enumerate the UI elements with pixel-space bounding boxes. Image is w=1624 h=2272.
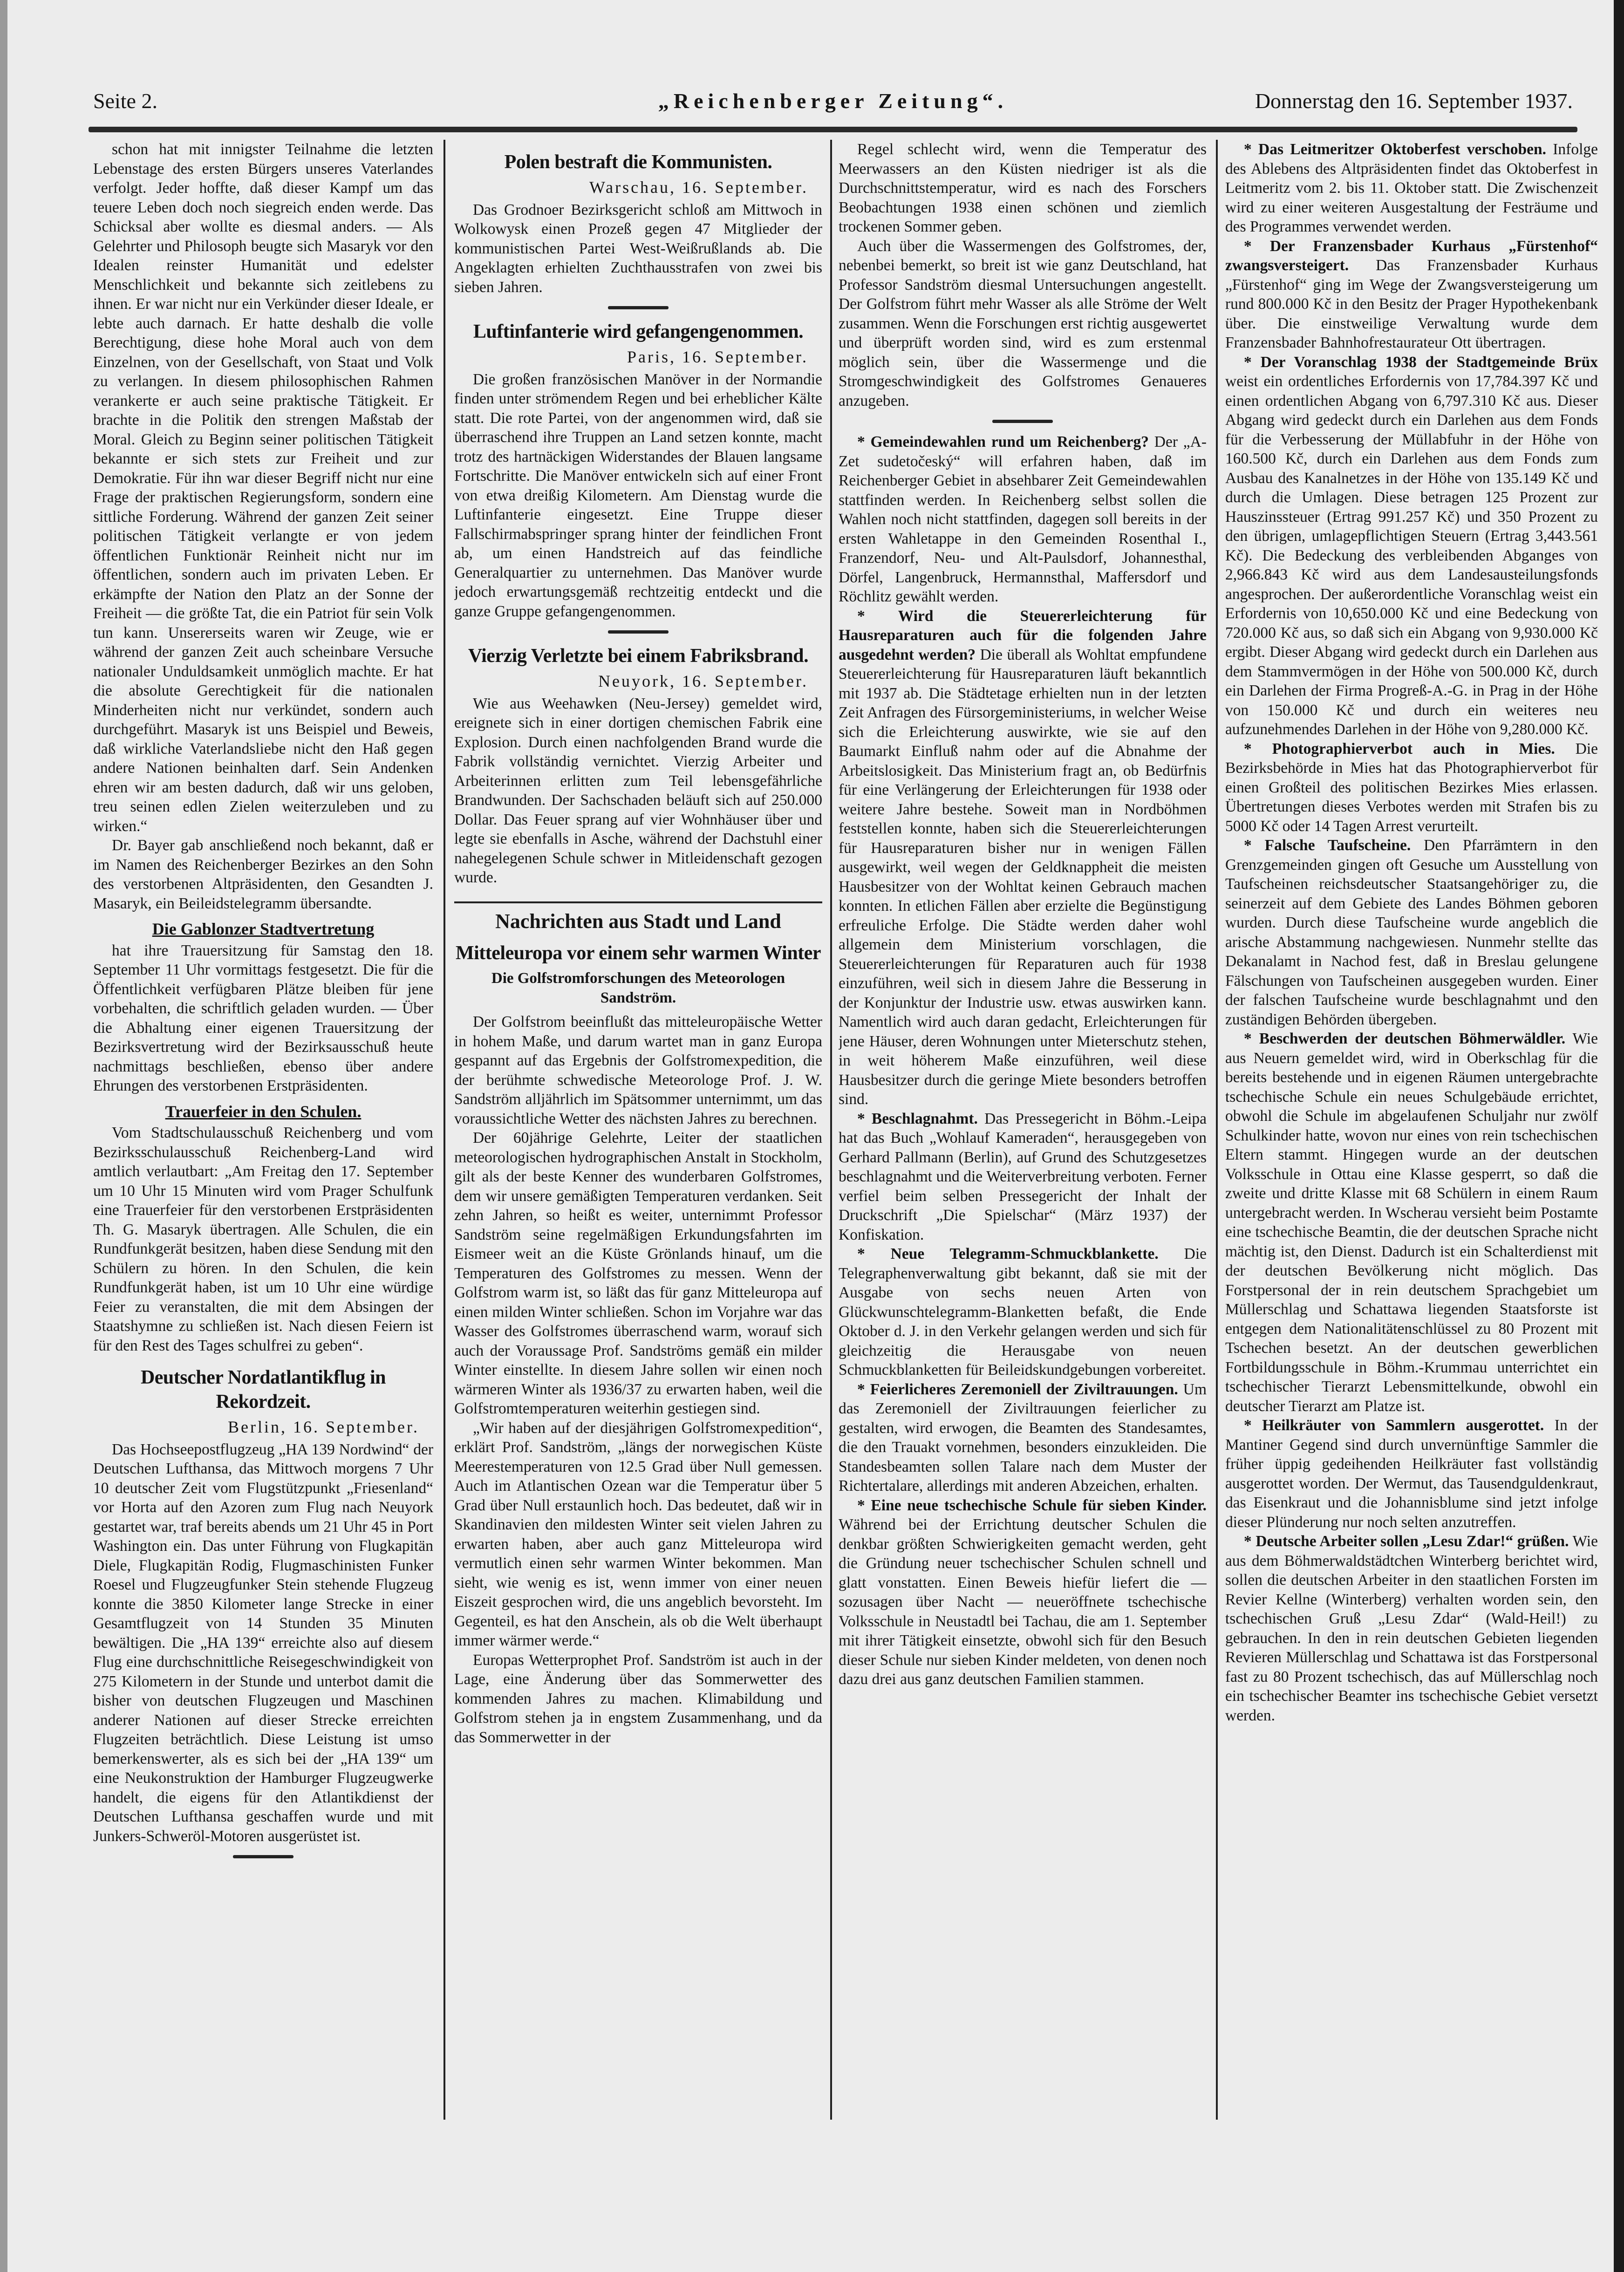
separator-rule xyxy=(608,630,669,634)
news-item-text: Den Pfarrämtern in den Grenzgemeinden gingen oft Gesuche um Ausstellung von Taufscheinen reichsdeutscher Staatsangehöriger zu, die seinerzeit auf dem Gebiete des Landes Böhmen geboren wurden. Durch diese Taufscheine wurde angeblich die arische Abstammung nachgewiesen. Nunmehr stellte das Dekanalamt in Nachod fest, daß in Breslau gelungene Fälschungen von Taufscheinen ausgegeben wurden. Einer der falschen Taufscheine wurde beschlagnahmt und den zuständigen Behörden übergeben. xyxy=(1225,837,1598,1028)
news-item-text: Um das Zeremoniell der Ziviltrauungen feierlicher zu gestalten, wird erwogen, die Beamten des Standesamtes, die den Trauakt vornehmen, besonders einzukleiden. Die Standesbeamten sollen Talare nach dem Muster der Richtertalare, allerdings mit anderen Abzeichen, erhalten. xyxy=(839,1380,1207,1494)
news-item xyxy=(839,1109,1207,1245)
article-paragraph: Auch über die Wassermengen des Golfstromes, der, nebenbei bemerkt, so breit ist wie ganz Deutschland, hat Professor Sandström diesmal Untersuchungen angestellt. Der Golfstrom führt mehr Wasser als alle Ströme der Welt zusammen. Wenn die Forschungen erst richtig ausgewertet und überprüft worden sind, wird es zum erstenmal möglich sein, über die Wassermenge und die Stromgeschwindigkeit des Golfstromes Genaueres anzugeben. xyxy=(839,237,1207,409)
newspaper-title: „Reichenberger Zeitung“. xyxy=(658,89,1008,113)
news-item-lead: * Wird die Steuererleichterung für Hausreparaturen auch für die folgenden Jahre ausgedehnt werden? xyxy=(839,607,1207,663)
article-subtitle: Die Golfstromforschungen des Meteorologen Sandström. xyxy=(491,970,785,1006)
news-item xyxy=(1225,1416,1598,1532)
news-item-text: Die Telegraphenverwaltung gibt bekannt, daß sie mit der Ausgabe von sechs neuen Arten von Glückwunschtelegramm-Blanketten befaßt, die Ende Oktober d. J. in den Verkehr gelangen werden und sich für gleichzeitig die Herausgabe von neuen Schmuckblanketten für Beileidskundgebungen vorbereitet. xyxy=(839,1245,1207,1378)
article-headline: Luftinfanterie wird gefangengenommen. xyxy=(473,321,804,342)
news-item xyxy=(1225,1532,1598,1725)
article-headline: Vierzig Verletzte bei einem Fabriksbrand. xyxy=(468,645,809,667)
news-item xyxy=(1225,1029,1598,1416)
article-paragraph: Vom Stadtschulausschuß Reichenberg und vom Bezirksschulausschuß Reichenberg-Land wird amtlich verlautbart: „Am Freitag den 17. September um 10 Uhr 15 Minuten wird vom Prager Schulfunk eine Trauerfeier für den verstorbenen Erstpräsidenten Th. G. Masaryk übertragen. Alle Schulen, die ein Rundfunkgerät besitzen, haben diese Sendung mit den Schülern zu hören. In den Schulen, die kein Rundfunkgerät haben, ist um 10 Uhr eine würdige Feier zu veranstalten, die mit dem Absingen der Staatshymne zu schließen ist. Nach diesen Feiern ist für den Rest des Tages schulfrei zu geben“. xyxy=(93,1124,433,1354)
news-item-text: Wie aus dem Böhmerwaldstädtchen Winterberg berichtet wird, sollen die deutschen Arbeiter in den staatlichen Forsten im Revier Kellne (Winterberg) verhalten worden sein, den tschechischen Gruß „Lesu Zdar“ (Wald-Heil!) zu gebrauchen. In den in rein deutschen Gebieten liegenden Revieren Müllerschlag und Schattawa ist das Forstpersonal fast zu 80 Prozent tschechisch, das auf Müllerschlag noch ein tschechischer Beamter ins tschechische Gebiet versetzt werden. xyxy=(1225,1533,1598,1724)
article-paragraph: Das Hochseepostflugzeug „HA 139 Nordwind“ der Deutschen Lufthansa, das Mittwoch morgens 7 Uhr 10 deutscher Zeit vom Flugstützpunkt „Friesenland“ vor Horta auf den Azoren zum Flug nach Neuyork gestartet war, traf bereits abends um 21 Uhr 45 in Port Washington ein. Das unter Führung von Flugkapitän Diele, Flugkapitän Rodig, Flugmaschinisten Funker Roesel und Flugzeugfunker Stein stehende Flugzeug konnte die 3850 Kilometer lange Strecke in einer Gesamtflugzeit von 14 Stunden 35 Minuten bewältigen. Die „HA 139“ erreichte also auf diesem Flug eine durchschnittliche Reisegeschwindigkeit von 275 Kilometern in der Stunde und unterbot damit die bisher von deutschen Flugzeugen und Maschinen anderer Nationen auf dieser Strecke erreichten Flugzeiten beträchtlich. Diese Leistung ist umso bemerkenswerter, als es sich bei der „HA 139“ um eine Neukonstruktion der Hamburger Flugzeugwerke handelt, die eigens für den Atlantikdienst der Deutschen Lufthansa geschaffen wurde und mit Junkers-Schweröl-Motoren ausgerüstet ist. xyxy=(93,1440,433,1845)
news-item-lead: * Der Franzensbader Kurhaus „Fürstenhof“ zwangsversteigert. xyxy=(1225,237,1598,274)
article-paragraph: Das Grodnoer Bezirksgericht schloß am Mittwoch in Wolkowysk einen Prozeß gegen 47 Mitglieder der kommunistischen Partei West-Weißrußlands ab. Die Angeklagten erhielten Zuchthausstrafen von zwei bis sieben Jahren. xyxy=(454,201,822,296)
dateline: Paris, 16. September. xyxy=(627,348,808,366)
news-item-lead: * Deutsche Arbeiter sollen „Lesu Zdar!“ grüßen. xyxy=(1244,1533,1569,1550)
column-divider xyxy=(830,140,832,2120)
news-item-lead: * Beschlagnahmt. xyxy=(857,1110,978,1127)
dateline: Berlin, 16. September. xyxy=(228,1418,419,1436)
scan-edge-right xyxy=(1614,0,1624,2272)
separator-rule xyxy=(608,306,669,309)
news-item-lead: * Falsche Taufscheine. xyxy=(1244,837,1411,854)
news-item-text: Infolge des Ablebens des Altpräsidenten findet das Oktoberfest in Leitmeritz vom 2. bis 11. Oktober statt. Die Zwischenzeit wird zu einer weiteren Ausgestaltung der Festräume und des Programmes verwendet werden. xyxy=(1225,141,1598,235)
news-item xyxy=(839,1496,1207,1689)
news-item-text: Die überall als Wohltat empfundene Steuererleichterung für Hausreparaturen läuft bekanntlich mit 1937 ab. Die Städtetage erhielten nun in der letzten Zeit Anfragen des Fürsorgeministeriums, in welcher Weise sich die Erleichterung auswirkte, wie sie auf den Baumarkt Einfluß nahm oder auf die Abnahme der Arbeitslosigkeit. Das Ministerium fragt an, ob Bedürfnis für eine Verlängerung der Erleichterungen für 1938 oder weitere Jahre bestehe. Soweit man in Nordböhmen feststellen konnte, haben sich die Steuererleichterungen für Hausreparaturen bisher nur in wenigen Fällen ausgewirkt, weil wegen der Geldknappheit die meisten Hausbesitzer von der Wohltat keinen Gebrauch machen konnten. In etlichen Fällen aber erzielte die Begünstigung erfreuliche Erfolge. Die Städte werden daher wohl allgemein dem Ministerium vorschlagen, die Steuererleichterungen für Reparaturen auch für 1938 einzuführen, weil sich in diesem Jahre die Besserung in der Konjunktur der Industrie usw. etwas auswirken kann. Namentlich wird auch daran gedacht, Erleichterungen für jene Häuser, deren Wohnungen unter Mieterschutz stehen, in weit höherem Maße einzuführen, weil diese Hausbesitzer durch die geringe Miete besonders betroffen sind. xyxy=(839,646,1207,1108)
news-item-text: Der „A-Zet sudetočeský“ will erfahren haben, daß im Reichenberger Gebiet in absehbarer Zeit Gemeindewahlen stattfinden werden. In Reichenberg selbst sollen die Wahlen noch nicht stattfinden, dagegen soll bereits in der ersten Wahletappe in den Gemeinden Rosenthal I., Franzendorf, Neu- und Alt-Paulsdorf, Johannesthal, Dörfel, Langenbruck, Hermannsthal, Maffersdorf und Röchlitz gewählt werden. xyxy=(839,433,1207,605)
dateline: Neuyork, 16. September. xyxy=(598,672,808,690)
article-subheadline: Die Gablonzer Stadtvertretung xyxy=(152,920,375,938)
dateline: Warschau, 16. September. xyxy=(589,178,808,197)
column-divider xyxy=(1216,140,1218,2120)
news-item-text: Das Franzensbader Kurhaus „Fürstenhof“ ging im Wege der Zwangsversteigerung um rund 800.000 Kč in den Besitz der Prager Hypothekenbank über. Die einstweilige Verwaltung wurde dem Franzensbader Bahnhofrestaurateur Ott übertragen. xyxy=(1225,257,1598,351)
article-paragraph: „Wir haben auf der diesjährigen Golfstromexpedition“, erklärt Prof. Sandström, „längs der norwegischen Küste Meerestemperaturen von 12.5 Grad über Null gemessen. Auch im Atlantischen Ozean war die Temperatur über 5 Grad über Null erstaunlich hoch. Das bedeutet, daß wir in Skandinavien den mildesten Winter seit vielen Jahren zu erwarten haben, aber auch ganz Mitteleuropa wird vermutlich einen sehr warmen Winter bekommen. Man sieht, wie wenig es ist, wenn immer von einer neuen Eiszeit gesprochen wird, die uns angeblich bevorsteht. Im Gegenteil, es hat den Anschein, als ob die Welt überhaupt immer wärmer werde.“ xyxy=(454,1419,822,1649)
news-item-lead: * Neue Telegramm-Schmuckblankette. xyxy=(857,1245,1159,1262)
separator-rule xyxy=(992,420,1053,423)
masthead xyxy=(93,89,1573,121)
news-item-text: Während bei der Errichtung deutscher Schulen die denkbar größten Schwierigkeiten gemacht werden, geht die Gründung neuer tschechischer Schulen schnell und glatt vonstatten. Einen Beweis hiefür liefert die — sozusagen über Nacht — neueröffnete tschechische Volksschule in Neustadtl bei Tachau, die am 1. September mit ihrer Tätigkeit einsetzte, obwohl sich für den Besuch dieser Schule nur sieben Kinder meldeten, von denen noch dazu drei aus ganz deutschen Familien stammen. xyxy=(839,1516,1207,1688)
article-paragraph: Dr. Bayer gab anschließend noch bekannt, daß er im Namen des Reichenberger Bezirkes an den Sohn des verstorbenen Altpräsidenten, den Gesandten J. Masaryk, ein Beileidstelegramm übersandte. xyxy=(93,837,433,912)
news-item xyxy=(1225,353,1598,739)
news-item-lead: * Gemeindewahlen rund um Reichenberg? xyxy=(857,433,1149,450)
page-number: Seite 2. xyxy=(93,89,157,113)
article-paragraph: Regel schlecht wird, wenn die Temperatur des Meerwassers an den Küsten niedriger ist als die Durchschnittstemperatur, wird es nach des Forschers Beobachtungen 1938 einen schönen und ziemlich trockenen Sommer geben. xyxy=(839,141,1207,235)
news-item-text: Die Bezirksbehörde in Mies hat das Photographierverbot für einen Großteil des politischen Bezirkes Mies erlassen. Übertretungen dieses Verbotes werden mit Strafen bis zu 5000 Kč oder 14 Tagen Arrest verurteilt. xyxy=(1225,740,1598,835)
news-item xyxy=(839,1244,1207,1380)
news-item xyxy=(1225,140,1598,237)
news-item xyxy=(839,607,1207,1109)
column-2 xyxy=(454,140,822,2120)
article-paragraph: schon hat mit innigster Teilnahme die letzten Lebenstage des ersten Bürgers unseres Vaterlandes verfolgt. Jeder hoffte, daß dieser Kampf um das teuere Leben doch noch siegreich enden werde. Das Schicksal aber wollte es diesmal anders. — Als Gelehrter und Philosoph beugte sich Masaryk vor den Idealen reinster Humanität und edelster Menschlichkeit und bekannte sich zeitlebens zu ihnen. Er war nicht nur ein Verkünder dieser Ideale, er lebte auch darnach. Er hatte deshalb die volle Berechtigung, diese hohe Moral auch von dem Einzelnen, von der Gesellschaft, von Staat und Volk zu verlangen. In diesem philosophischen Rahmen verankerte er auch seine praktische Tätigkeit. Er brachte in die Politik den strengen Maßstab der Moral. Gleich zu Beginn seiner politischen Tätigkeit bekannte er sich stets zur Freiheit und zur Demokratie. Für ihn war dieser Begriff nicht nur eine Frage der praktischen Regierungsform, sondern eine sittliche Forderung. Während der ganzen Zeit seiner politischen Tätigkeit verlangte er von jedem öffentlichen Funktionär Reinheit nicht nur im öffentlichen, sondern auch im privaten Leben. Er erkämpfte der Nation den Platz an der Sonne der Freiheit — die größte Tat, die ein Patriot für sein Volk tun kann. Unsererseits waren wir Zeuge, wie er während der ganzen Zeit auch scheinbare Versuche nationaler Unduldsamkeit unmöglich machte. Er hat die absolute Gerechtigkeit für die nationalen Minderheiten nicht nur verkündet, sondern auch durchgeführt. Masaryk ist uns Beispiel und Beweis, daß wirkliche Vaterlandsliebe nicht den Haß gegen andere Nationen beinhalten darf. Sein Andenken ehren wir am besten dadurch, daß wir uns geloben, treu seinen edlen Zielen weiterzuleben und zu wirken.“ xyxy=(93,141,433,835)
news-item-lead: * Der Voranschlag 1938 der Stadtgemeinde Brüx xyxy=(1244,353,1598,371)
column-1 xyxy=(93,140,433,2120)
news-item-text: Das Pressegericht in Böhm.-Leipa hat das Buch „Wohlauf Kameraden“, herausgegeben von Gerhard Pallmann (Berlin), auf Grund des Schutzgesetzes beschlagnahmt und die Weiterverbreitung verboten. Ferner verfiel beim selben Pressegericht der Inhalt der Druckschrift „Die Spielschar“ (März 1937) der Konfiskation. xyxy=(839,1110,1207,1243)
scan-edge-left xyxy=(0,0,7,2272)
news-item-text: In der Mantiner Gegend sind durch unvernünftige Sammler die früher üppig gedeihenden Heilkräuter fast vollständig ausgerottet worden. Der Wermut, das Tausendguldenkraut, das Eisenkraut und die Johannisblume sind jetzt infolge dieser Plünderung nur noch selten anzutreffen. xyxy=(1225,1417,1598,1531)
article-headline: Deutscher Nordatlantikflug in Rekordzeit. xyxy=(140,1367,386,1412)
news-item-lead: * Photographierverbot auch in Mies. xyxy=(1244,740,1555,757)
article-headline: Mitteleuropa vor einem sehr warmen Winter xyxy=(456,942,821,964)
news-item-lead: * Feierlicheres Zeremoniell der Ziviltrauungen. xyxy=(857,1380,1178,1398)
article-paragraph: Die großen französischen Manöver in der Normandie finden unter strömendem Regen und bei erheblicher Kälte statt. Die rote Partei, von der angenommen wird, daß sie überraschend ihre Truppen an Land setzen konnte, macht trotz des hartnäckigen Widerstandes der Blauen langsame Fortschritte. Die Manöver entwickeln sich auf einer Front von etwa dreißig Kilometern. Am Dienstag wurde die Luftinfanterie eingesetzt. Eine Truppe dieser Fallschirmabspringer sprang hinter der feindlichen Front ab, um einen Handstreich auf das feindliche Generalquartier zu unternehmen. Das Manöver wurde jedoch erwartungsgemäß rechtzeitig entdeckt und die ganze Gruppe gefangengenommen. xyxy=(454,370,822,620)
news-item-lead: * Eine neue tschechische Schule für sieben Kinder. xyxy=(857,1496,1207,1514)
article-paragraph: Der Golfstrom beeinflußt das mitteleuropäische Wetter in hohem Maße, und darum wartet man in ganz Europa gespannt auf das Ergebnis der Golfstromexpedition, die der berühmte schwedische Meteorologe Prof. J. W. Sandström alljährlich im Spätsommer unternimmt, um das voraussichtliche Wetter des nächsten Jahres zu berechnen. xyxy=(454,1013,822,1127)
article-paragraph: Europas Wetterprophet Prof. Sandström ist auch in der Lage, eine Änderung über das Sommerwetter des kommenden Jahres zu machen. Klimabildung und Golfstrom stehen ja in engstem Zusammenhang, und da das Sommerwetter in der xyxy=(454,1651,822,1746)
article-subheadline: Trauerfeier in den Schulen. xyxy=(165,1102,362,1121)
masthead-rule xyxy=(89,127,1577,132)
section-heading: Nachrichten aus Stadt und Land xyxy=(454,901,822,931)
news-item-lead: * Heilkräuter von Sammlern ausgerottet. xyxy=(1244,1417,1544,1434)
column-4 xyxy=(1225,140,1598,2120)
news-item xyxy=(1225,836,1598,1029)
article-paragraph: hat ihre Trauersitzung für Samstag den 18. September 11 Uhr vormittags festgesetzt. Die für die Öffentlichkeit verfügbaren Plätze bleiben für jene vorbehalten, die schriftlich geladen wurden. — Über die Abhaltung einer eigenen Trauersitzung der Bezirksvertretung wird der Bezirksausschuß heute nachmittags beschließen, ebenso über andere Ehrungen des verstorbenen Erstpräsidenten. xyxy=(93,942,433,1094)
news-item xyxy=(839,432,1207,607)
news-item-lead: * Das Leitmeritzer Oktoberfest verschoben. xyxy=(1244,141,1546,158)
issue-date: Donnerstag den 16. September 1937. xyxy=(1255,89,1573,113)
article-headline: Polen bestraft die Kommunisten. xyxy=(504,151,772,173)
column-3 xyxy=(839,140,1207,2120)
separator-rule xyxy=(233,1855,293,1858)
news-item-text: Wie aus Neuern gemeldet wird, wird in Oberkschlag für die bereits bestehende und in eigenen Räumen untergebrachte tschechische Schule ein neues Schulgebäude errichtet, obwohl die Schule im abgelaufenen Schuljahr nur zwölf Schulkinder hatte, wovon nur eines von rein tschechischen Eltern stammt. Hingegen wurde an der deutschen Volksschule in Ottau eine Klasse gesperrt, so daß die zweite und dritte Klasse mit 68 Schülern in einem Raum untergebracht werden. In Wscherau versieht beim Postamte eine tschechische Beamtin, die der deutschen Sprache nicht mächtig ist, den Dienst. Dadurch ist ein Schalterdienst mit der deutschen Bevölkerung nicht möglich. Das Forstpersonal der in rein deutschem Sprachgebiet um Müllerschlag und Schattawa liegenden Staatsforste ist entgegen dem Nationalitätenschlüssel zu 80 Prozent mit Tschechen besetzt. An der deutschen gewerblichen Fortbildungsschule in Böhm.-Krummau unterrichtet ein tschechischer Tierarzt Lebensmittelkunde, obwohl ein deutscher Tierarzt am Platze ist. xyxy=(1225,1030,1598,1415)
news-item-text: weist ein ordentliches Erfordernis von 17,784.397 Kč und einen ordentlichen Abgang von 6,797.310 Kč aus. Dieser Abgang wird gedeckt durch ein Darlehen aus dem Fonds für die Verbesserung der Müllabfuhr in der Höhe von 160.500 Kč, durch ein Darlehen aus dem Fonds zum Ausbau des Kanalnetzes in der Höhe von 135.149 Kč und durch die Umlagen. Diese betragen 125 Prozent zur Hauszinssteuer (Ertrag 991.257 Kč) und 350 Prozent zu den übrigen, umlagepflichtigen Steuern (Ertrag 3,443.561 Kč). Die Bedeckung des verbleibenden Abganges von 2,966.843 Kč wird aus dem Landesausteilungsfonds angesprochen. Der außerordentliche Voranschlag weist ein Erfordernis von 10,650.000 Kč und eine Bedeckung von 720.000 Kč aus, so daß sich ein Abgang von 9,930.000 Kč ergibt. Dieser Abgang wird gedeckt durch ein Darlehen aus dem Stammvermögen in der Höhe von 500.000 Kč, durch ein Darlehen der Firma Progreß-A.-G. in Prag in der Höhe von 150.000 Kč und durch ein weiteres neu aufzunehmendes Darlehen in der Höhe von 9,280.000 Kč. xyxy=(1225,373,1598,738)
news-item xyxy=(1225,237,1598,353)
news-item-lead: * Beschwerden der deutschen Böhmerwäldler. xyxy=(1244,1030,1566,1047)
news-item xyxy=(1225,739,1598,836)
column-divider xyxy=(444,140,445,2120)
article-paragraph: Wie aus Weehawken (Neu-Jersey) gemeldet wird, ereignete sich in einer dortigen chemischen Fabrik eine Explosion. Durch einen nachfolgenden Brand wurde die Fabrik vollständig vernichtet. Vierzig Arbeiter und Arbeiterinnen erlitten zum Teil lebensgefährliche Brandwunden. Der Sachschaden beläuft sich auf 250.000 Dollar. Das Feuer sprang auf vier Wohnhäuser über und legte sie ebenfalls in Asche, während der Dachstuhl einer nahegelegenen Schule schwer in Mitleidenschaft gezogen wurde. xyxy=(454,695,822,886)
article-paragraph: Der 60jährige Gelehrte, Leiter der staatlichen meteorologischen hydrographischen Anstalt in Stockholm, gilt als der beste Kenner des wunderbaren Golfstromes, dem wir unsere gemäßigten Temperaturen verdanken. Seit zehn Jahren, so heißt es weiter, unternimmt Professor Sandström seine regelmäßigen Erkundungsfahrten im Eismeer weit an die Küste Grönlands hinauf, um die Temperaturen des Golfstromes zu messen. Wenn der Golfstrom warm ist, so läßt das für ganz Mitteleuropa auf einen milden Winter schließen. Schon im Vorjahre war das Wasser des Golfstromes überraschend warm, worauf sich auch der Voraussage Prof. Sandströms gemäß ein milder Winter einstellte. In diesem Jahre sollen wir einen noch wärmeren Winter als 1936/37 zu erwarten haben, weil die Golfstromtemperaturen weiterhin gestiegen sind. xyxy=(454,1129,822,1417)
news-item xyxy=(839,1380,1207,1496)
